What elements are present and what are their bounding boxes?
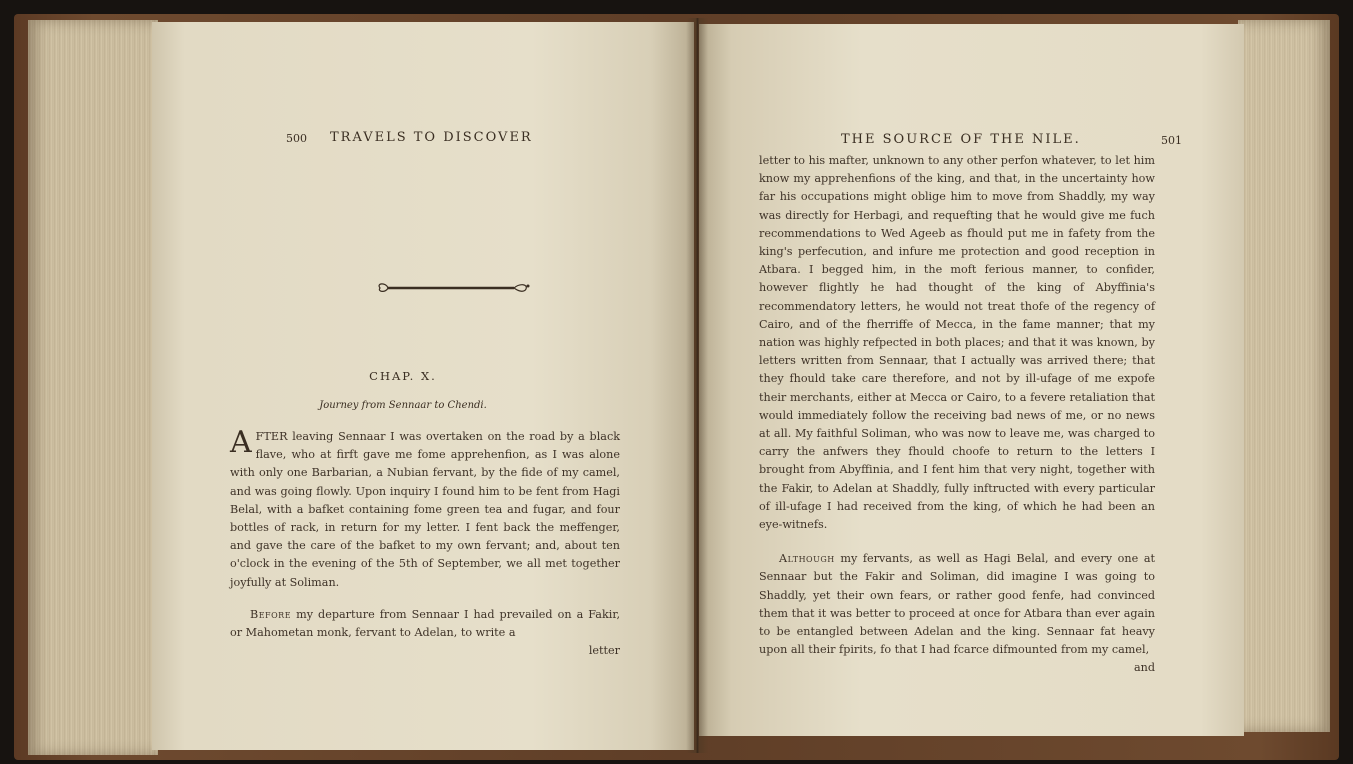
right-folio: 501 xyxy=(1161,134,1182,147)
left-running-head: TRAVELS TO DISCOVER xyxy=(330,130,533,145)
paragraph-lead: Although xyxy=(779,552,835,566)
chapter-heading: CHAP. X. xyxy=(369,369,437,383)
drop-capital: A xyxy=(230,425,252,460)
left-folio: 500 xyxy=(286,132,307,145)
right-paragraph-2: Although my fervants, as well as Hagi Belal, and every one at Sennaar but the Fakir and Soliman, did imagine I was going to Shaddly, yet their own fears, or rather good fenfe, had convinced them that it was better to proceed at once for Atbara than ever again to be entangled between Adelan and the king. Sennaar fat heavy upon all their fpirits, fo that I had fcarce difmounted from my camel, xyxy=(759,552,1155,657)
left-body xyxy=(230,425,621,660)
chapter-subtitle: Journey from Sennaar to Chendi. xyxy=(319,400,487,411)
left-paragraph-1: AFTER leaving Sennaar I was overtaken on the road by a black flave, who at firft gave me fome apprehenfion, as I was alone with only one Barbarian, a Nubian fervant, by the fide of my camel, and was going flowly. Upon inquiry I found him to be fent from Hagi Belal, with a bafket containing fome green tea and fugar, and four bottles of rack, in return for my letter. I fent back the meffenger, and gave the care of the bafket to my own fervant; and, about ten o'clock in the evening of the 5th of September, we all met together joyfully at Soliman. xyxy=(230,425,620,589)
right-body xyxy=(759,152,1155,678)
left-catchword: letter xyxy=(588,644,620,658)
page-edges-left xyxy=(28,20,158,755)
right-catchword: and xyxy=(1133,661,1155,675)
page-edges-right xyxy=(1238,20,1330,732)
right-running-head: THE SOURCE OF THE NILE. xyxy=(841,132,1081,147)
right-page xyxy=(699,24,1244,736)
ornamental-rule-icon xyxy=(374,280,534,296)
right-paragraph-1: letter to his mafter, unknown to any other perfon whatever, to let him know my apprehenfions of the king, and that, in the uncertainty how far his occupations might oblige him to move from Shaddly, my way was directly for Herbagi, and requefting that he would give me fuch recommendations to Wed Ageeb as fhould put me in fafety from the king's perfecution, and infure me protection and good reception in Atbara. I begged him, in the moft ferious manner, to confider, however flightly he had thought of the king of Abyffinia's recommendatory letters, he would not treat thofe of the regency of Cairo, and of the fherriffe of Mecca, in the fame manner; that my nation was highly refpected in both places; and that it was known, by letters written from Sennaar, that I actually was arrived there; that they fhould take care therefore, and not by ill-ufage of me expofe their merchants, either at Mecca or Cairo, to a fevere retaliation that would immediately follow the receiving bad news of me, or no news at all. My faithful Soliman, who was now to leave me, was charged to carry the anfwers they fhould choofe to return to the letters I brought from Abyffinia, and I fent him that very night, together with the Fakir, to Adelan at Shaddly, fully inftructed with every particular of ill-ufage I had received from the king, of which he had been an eye-witnefs. xyxy=(759,154,1155,532)
left-paragraph-2: Before my departure from Sennaar I had prevailed on a Fakir, or Mahometan monk, fervant to Adelan, to write a xyxy=(230,607,621,640)
paragraph-lead: Before xyxy=(250,607,292,621)
left-page xyxy=(152,22,694,750)
book-gutter xyxy=(686,18,708,753)
